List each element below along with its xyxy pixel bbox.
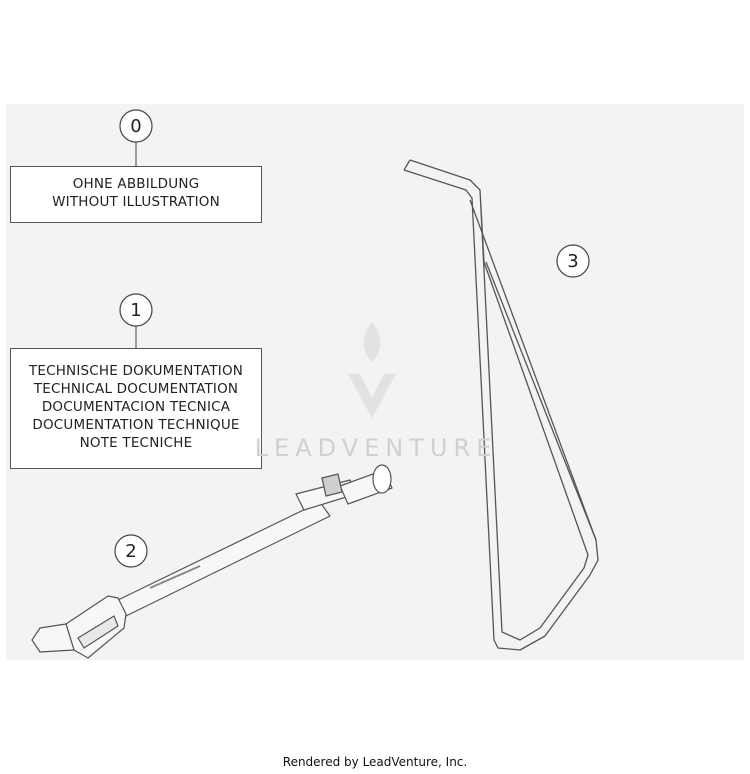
callout-3 [557,245,589,277]
label-box-1-line-4: DOCUMENTATION TECHNIQUE [32,417,240,433]
label-box-1-line-3: DOCUMENTACION TECNICA [41,399,231,415]
torque-wrench-part [32,465,392,658]
callout-1-number: 1 [130,300,142,321]
label-box-1-line-5: NOTE TECNICHE [79,435,193,451]
callout-0 [120,110,152,166]
watermark-text: LEADVENTURE [254,434,498,462]
callout-3-number: 3 [567,251,579,272]
label-box-0 [10,166,262,223]
callout-1 [120,294,152,348]
callout-2 [115,535,147,567]
leadventure-logo-icon [348,322,396,418]
callout-2-number: 2 [125,541,137,562]
callout-0-number: 0 [130,116,142,137]
label-box-1-line-2: TECHNICAL DOCUMENTATION [33,381,239,397]
label-box-1-line-1: TECHNISCHE DOKUMENTATION [28,363,244,379]
stand-part [404,160,598,650]
footer-credit: Rendered by LeadVenture, Inc. [282,755,468,769]
label-box-0-line-1: OHNE ABBILDUNG [72,176,200,192]
label-box-0-line-2: WITHOUT ILLUSTRATION [52,194,220,210]
label-box-1 [10,348,262,469]
